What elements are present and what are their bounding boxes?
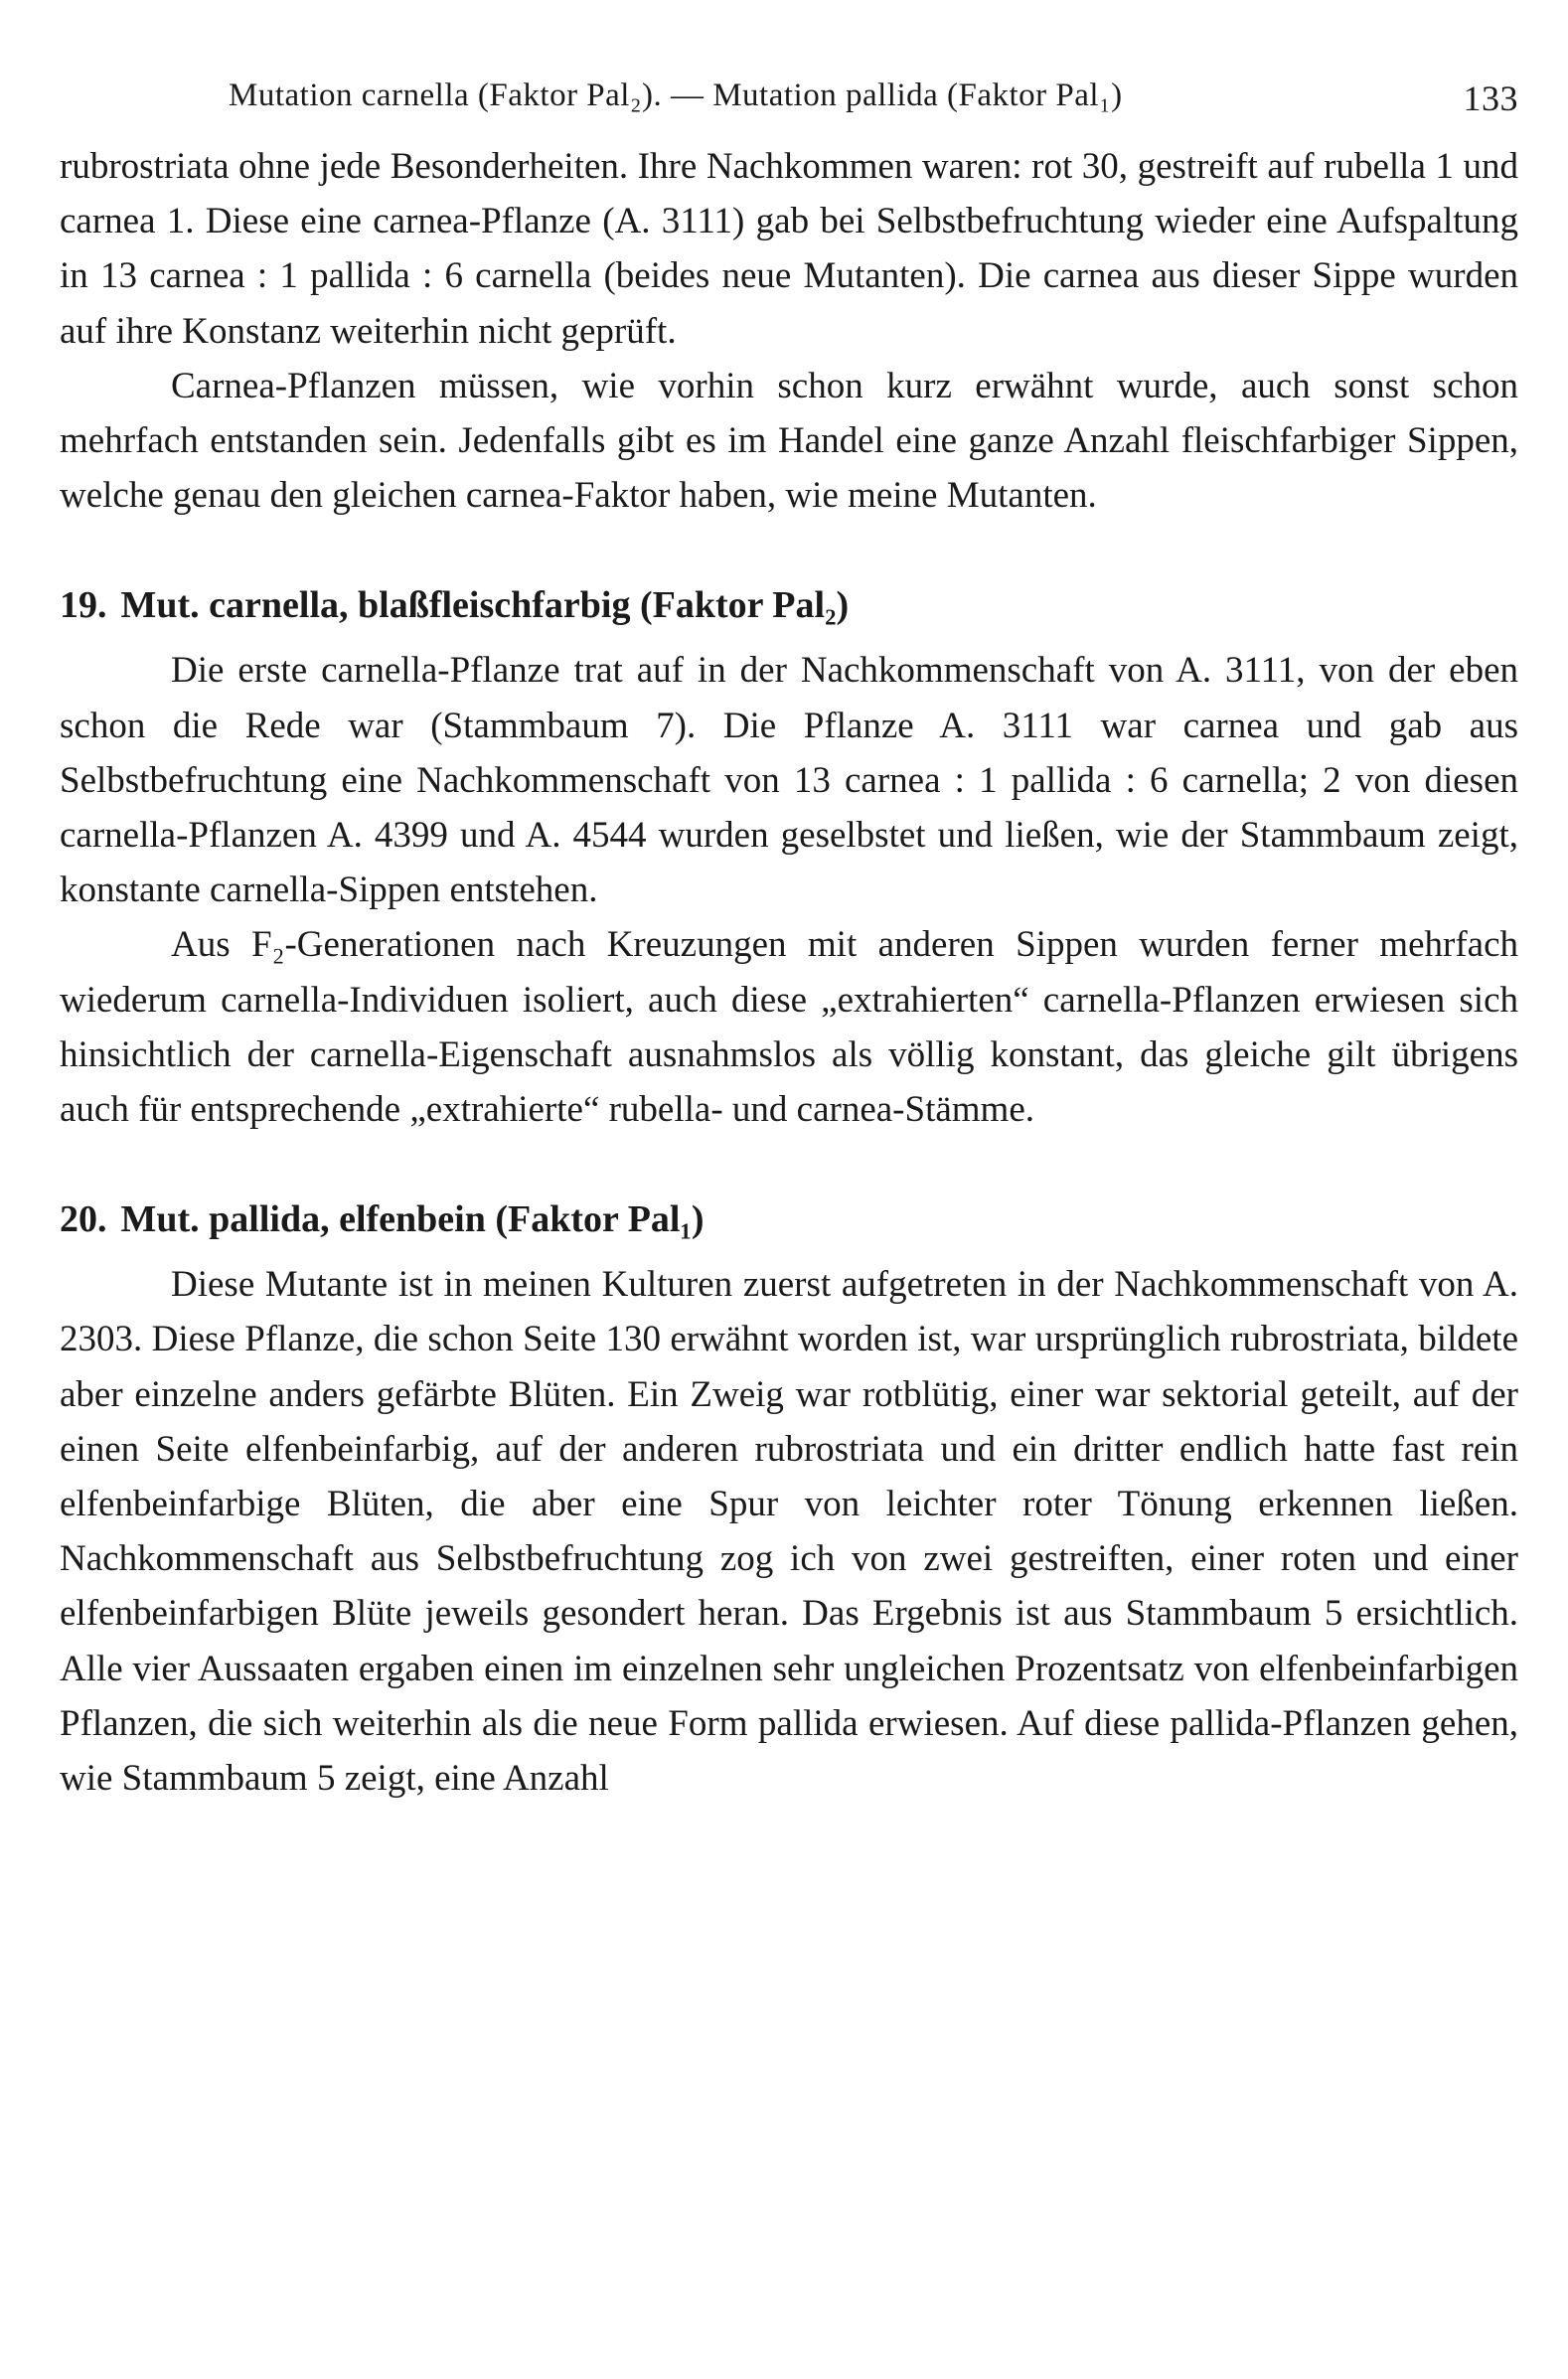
book-page	[60, 62, 1518, 1806]
running-title: Mutation carnella (Faktor Pal₂). — Mutation pallida (Faktor Pal₁)	[229, 78, 1123, 113]
section-number: 19.	[60, 584, 107, 627]
section-paragraph: Aus F₂-Generationen nach Kreuzungen mit anderen Sippen wurden ferner mehrfach wiederum carnella-Individuen isoliert, auch diese „extrahierten“ carnella-Pflanzen erwiesen sich hinsichtlich der carnella-Eigenschaft ausnahmslos als völlig konstant, das gleiche gilt übrigens auch für entsprechende „extrahierte“ rubella- und carnea-Stämme.	[60, 924, 1518, 1131]
section-paragraph: Die erste carnella-Pflanze trat auf in der Nachkommenschaft von A. 3111, von der eben schon die Rede war (Stammbaum 7). Die Pflanze A. 3111 war carnea und gab aus Selbstbefruchtung eine Nachkommenschaft von 13 carnea : 1 pallida : 6 carnella; 2 von diesen carnella-Pflanzen A. 4399 und A. 4544 wurden geselbstet und ließen, wie der Stammbaum zeigt, konstante carnella-Sippen entstehen.	[60, 650, 1518, 911]
page-number: 133	[1463, 79, 1518, 118]
section-number: 20.	[60, 1198, 107, 1241]
section-heading	[60, 1192, 1518, 1247]
section-title: Mut. pallida, elfenbein (Faktor Pal₁)	[120, 1198, 705, 1241]
running-header	[60, 62, 1518, 121]
body-paragraph-2: Carnea-Pflanzen müssen, wie vorhin schon kurz erwähnt wurde, auch sonst schon mehrfach entstanden sein. Jedenfalls gibt es im Handel eine ganze Anzahl fleischfarbiger Sippen, welche genau den gleichen carnea-Faktor haben, wie meine Mutanten.	[60, 365, 1518, 517]
body-paragraph-1: rubrostriata ohne jede Besonderheiten. Ihre Nachkommen waren: rot 30, gestreift auf rubella 1 und carnea 1. Diese eine carnea-Pflanze (A. 3111) gab bei Selbstbefruchtung wieder eine Aufspaltung in 13 carnea : 1 pallida : 6 carnella (beides neue Mutanten). Die carnea aus dieser Sippe wurden auf ihre Konstanz weiterhin nicht geprüft.	[60, 146, 1518, 352]
section-title: Mut. carnella, blaßfleischfarbig (Faktor Pal₂)	[120, 584, 850, 627]
section-20	[60, 1192, 1518, 1806]
section-heading	[60, 578, 1518, 633]
section-19	[60, 578, 1518, 1137]
section-paragraph: Diese Mutante ist in meinen Kulturen zuerst aufgetreten in der Nachkommenschaft von A. 2303. Diese Pflanze, die schon Seite 130 erwähnt worden ist, war ursprünglich rubrostriata, bildete aber einzelne anders gefärbte Blüten. Ein Zweig war rotblütig, einer war sektorial geteilt, auf der einen Seite elfenbeinfarbig, auf der anderen rubrostriata und ein dritter endlich hatte fast rein elfenbeinfarbige Blüten, die aber eine Spur von leichter roter Tönung erkennen ließen. Nachkommenschaft aus Selbstbefruchtung zog ich von zwei gestreiften, einer roten und einer elfenbeinfarbigen Blüte jeweils gesondert heran. Das Ergebnis ist aus Stammbaum 5 ersichtlich. Alle vier Aussaaten ergaben einen im einzelnen sehr ungleichen Prozentsatz von elfenbeinfarbigen Pflanzen, die sich weiterhin als die neue Form pallida erwiesen. Auf diese pallida-Pflanzen gehen, wie Stammbaum 5 zeigt, eine Anzahl	[60, 1264, 1518, 1800]
